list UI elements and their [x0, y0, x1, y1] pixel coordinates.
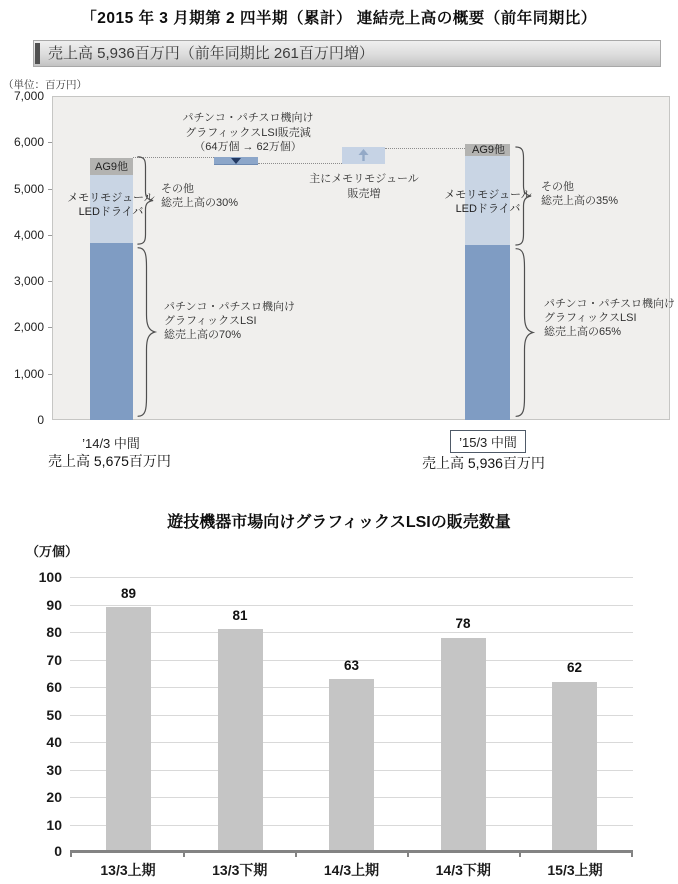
- volume-xlabel-3: 14/3上期: [323, 862, 380, 878]
- share-other-right-line1: その他: [541, 181, 574, 193]
- waterfall-ytick-3000: 3,000: [13, 274, 44, 288]
- label-memory-left-line1: メモリモジュール: [67, 192, 155, 204]
- share-lsi-left: [164, 300, 295, 342]
- decrease-delta-bar: [214, 157, 258, 165]
- total-sales-14-3: 売上高 5,675百万円: [48, 453, 171, 469]
- volume-xlabel-1: 13/3上期: [100, 862, 156, 878]
- volume-value-3: 63: [343, 658, 360, 673]
- volume-value-4: 78: [455, 616, 471, 631]
- volume-xlabel-4: 14/3下期: [435, 862, 491, 878]
- volume-value-1: 89: [120, 586, 137, 601]
- volume-bar-15-3-first-half: [552, 682, 597, 853]
- brace-other-left: [136, 156, 155, 245]
- waterfall-ytick-1000: 1,000: [13, 367, 44, 381]
- decrease-annotation-line3: （64万個 → 62万個）: [194, 141, 302, 153]
- volume-ytick-100: 100: [38, 569, 62, 585]
- volume-ytick-80: 80: [46, 624, 62, 640]
- volume-value-2: 81: [232, 608, 248, 623]
- decrease-annotation-line2: グラフィックスLSI販売減: [185, 126, 311, 139]
- volume-chart-title: 遊技機器市場向けグラフィックスLSIの販売数量: [167, 514, 511, 531]
- waterfall-ytickmark: [48, 235, 52, 236]
- waterfall-ytick-4000: 4,000: [13, 228, 44, 242]
- gridline-100: [70, 577, 633, 578]
- sales-highlight-text: 売上高 5,936百万円（前年同期比 261百万円増）: [48, 45, 374, 62]
- share-other-left: [161, 182, 238, 210]
- volume-xlabel-5: 15/3上期: [547, 862, 603, 878]
- waterfall-ytick-6000: 6,000: [13, 135, 44, 149]
- share-lsi-left-line2: グラフィックスLSI: [164, 315, 257, 327]
- volume-axis-tick: [631, 850, 633, 857]
- waterfall-ytick-2000: 2,000: [13, 320, 44, 334]
- sales-highlight-bar: [33, 40, 661, 67]
- segment-graphics-lsi-right: [465, 245, 510, 420]
- share-other-left-line2: 総売上高の30%: [161, 197, 239, 209]
- waterfall-ytickmark: [48, 281, 52, 282]
- waterfall-ytickmark: [48, 142, 52, 143]
- xlabel-15-3-boxed: ’15/3 中間: [450, 430, 526, 453]
- increase-annotation: [305, 172, 423, 201]
- waterfall-ytick-5000: 5,000: [13, 182, 44, 196]
- waterfall-ytick-7000: 7,000: [13, 89, 44, 103]
- page-title: 「2015 年 3 月期第 2 四半期（累計） 連結売上高の概要（前年同期比）: [81, 10, 597, 27]
- gridline-80: [70, 632, 633, 633]
- waterfall-unit-label: （単位：百万円）: [3, 79, 87, 91]
- waterfall-ytickmark: [48, 327, 52, 328]
- volume-axis-tick: [295, 850, 297, 857]
- label-ag9-left: AG9他: [94, 161, 128, 173]
- decrease-annotation-line1: パチンコ・パチスロ機向け: [182, 112, 314, 124]
- gridline-90: [70, 605, 633, 606]
- volume-ytick-90: 90: [46, 596, 62, 613]
- volume-ytick-0: 0: [54, 843, 62, 859]
- volume-bar-14-3-first-half: [329, 679, 374, 852]
- label-ag9-right: AG9他: [471, 144, 505, 156]
- increase-annotation-line1: 主にメモリモジュール: [309, 173, 419, 185]
- segment-graphics-lsi-left: [90, 243, 133, 420]
- highlight-accent-mark: [35, 43, 40, 64]
- volume-x-axis: [70, 850, 633, 853]
- volume-axis-tick: [407, 850, 409, 857]
- label-led-left-line2: LEDドライバ: [78, 206, 144, 218]
- volume-ytick-50: 50: [46, 706, 62, 723]
- waterfall-ytickmark: [48, 374, 52, 375]
- volume-bar-13-3-second-half: [218, 629, 263, 852]
- volume-ytick-40: 40: [46, 734, 62, 750]
- volume-xlabel-2: 13/3下期: [212, 862, 268, 878]
- stacked-bar-15-3: [465, 144, 510, 420]
- volume-ytick-20: 20: [46, 789, 62, 805]
- volume-ytick-70: 70: [46, 651, 62, 668]
- volume-ytick-30: 30: [46, 761, 62, 778]
- waterfall-ytickmark: [48, 189, 52, 190]
- share-other-right: [541, 180, 618, 208]
- dotted-connector-3: [385, 148, 465, 149]
- waterfall-ytick-0: 0: [37, 413, 44, 427]
- brace-lsi-right: [514, 247, 535, 418]
- decrease-annotation: [160, 111, 336, 155]
- brace-other-right: [514, 146, 533, 246]
- xlabel-14-3: ’14/3 中間: [82, 436, 140, 451]
- volume-axis-tick: [183, 850, 185, 857]
- dotted-connector-2: [258, 163, 342, 164]
- label-led-right-line2: LEDドライバ: [455, 203, 521, 215]
- volume-ytick-10: 10: [46, 816, 62, 833]
- down-arrow-icon: [231, 158, 241, 164]
- share-other-right-line2: 総売上高の35%: [541, 195, 619, 207]
- share-lsi-right-line1: パチンコ・パチスロ機向け: [544, 298, 676, 310]
- share-other-left-line1: その他: [161, 183, 194, 195]
- share-lsi-right-line3: 総売上高の65%: [544, 326, 622, 338]
- label-memory-right-line1: メモリモジュール: [444, 189, 532, 201]
- up-arrow-icon: [342, 147, 385, 164]
- total-sales-15-3: 売上高 5,936百万円: [422, 455, 545, 471]
- volume-value-5: 62: [566, 660, 583, 675]
- share-lsi-left-line3: 総売上高の70%: [164, 329, 242, 341]
- volume-unit-label: （万個）: [26, 544, 79, 559]
- xlabel-15-3-wrap: [438, 430, 538, 453]
- brace-lsi-left: [136, 246, 157, 418]
- volume-bar-14-3-second-half: [441, 638, 486, 853]
- share-lsi-right: [544, 297, 675, 339]
- share-lsi-left-line1: パチンコ・パチスロ機向け: [164, 301, 296, 313]
- volume-axis-tick: [519, 850, 521, 857]
- volume-axis-tick: [70, 850, 72, 857]
- volume-ytick-60: 60: [46, 679, 62, 695]
- increase-delta-bar: [342, 147, 385, 164]
- increase-annotation-line2: 販売増: [347, 187, 381, 200]
- volume-bar-13-3-first-half: [106, 607, 151, 852]
- share-lsi-right-line2: グラフィックスLSI: [544, 312, 637, 324]
